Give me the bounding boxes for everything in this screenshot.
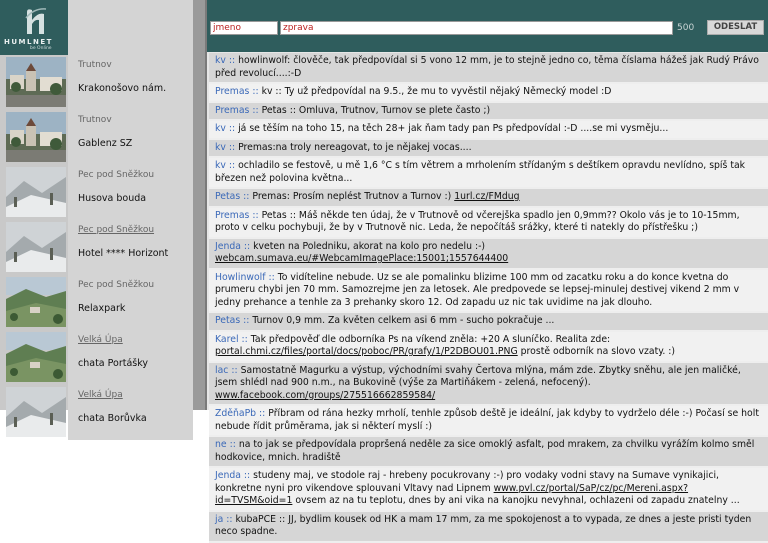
message-author: ZděňaPb bbox=[215, 408, 257, 419]
webcam-item[interactable] bbox=[0, 330, 193, 385]
message-text: Petas :: Omluva, Trutnov, Turnov se plete často ;) bbox=[261, 104, 491, 116]
webcam-sidebar bbox=[0, 0, 193, 424]
chat-message bbox=[209, 140, 768, 159]
message-separator: :: bbox=[240, 191, 253, 202]
message-text: kveten na Poledniku, akorat na kolo pro nedelu :-) bbox=[253, 240, 486, 252]
message-separator: :: bbox=[240, 315, 253, 326]
message-author: kv bbox=[215, 141, 226, 153]
message-author: Jenda bbox=[215, 240, 241, 252]
webcam-thumbnail[interactable] bbox=[6, 332, 66, 382]
message-separator: :: bbox=[225, 141, 239, 153]
message-text: Petas :: Máš někde ten údaj, že v Trutnově od včerejška spadlo jen 0,9mm?? Okolo vás je to 10-15mm, proto v celku pochybuji, že by v Trutnově nic. Leda, že nepočítáš srážky, které ti natekly do přístřešku ;) bbox=[215, 209, 740, 233]
message-text: na to jak se předpovídala propršená neděle za sice omoklý asfalt, pod mrakem, za chvilku vyrážím kolmo směl hodkovice, mnich. hradiště bbox=[215, 439, 755, 463]
webcam-thumbnail[interactable] bbox=[6, 167, 66, 217]
webcam-label-box bbox=[68, 55, 193, 110]
webcam-label-box bbox=[68, 165, 193, 220]
webcam-location[interactable]: Velká Úpa bbox=[78, 335, 123, 345]
message-separator: :: bbox=[249, 104, 262, 116]
message-author: Karel bbox=[215, 333, 239, 345]
message-author: Petas bbox=[215, 315, 241, 326]
message-author: Petas bbox=[215, 191, 241, 202]
message-author: kv bbox=[215, 123, 226, 134]
message-separator: :: bbox=[249, 209, 262, 221]
chat-message bbox=[209, 363, 768, 407]
humlnet-logo[interactable] bbox=[0, 0, 68, 55]
webcam-item[interactable] bbox=[0, 385, 193, 440]
message-separator: :: bbox=[225, 123, 239, 134]
message-text-tail: prostě odborník na slovo vzaty. :) bbox=[517, 346, 676, 357]
message-separator: :: bbox=[223, 513, 236, 525]
chat-message bbox=[209, 270, 768, 314]
message-separator: :: bbox=[240, 240, 254, 252]
message-link[interactable]: www.facebook.com/groups/275516662859584/ bbox=[215, 389, 436, 401]
message-author: lac bbox=[215, 364, 229, 376]
webcam-thumbnail[interactable] bbox=[6, 277, 66, 327]
webcam-name[interactable]: chata Portášky bbox=[78, 358, 149, 369]
message-separator: :: bbox=[256, 408, 269, 419]
message-author: ja bbox=[215, 513, 224, 525]
message-separator: :: bbox=[240, 470, 254, 481]
message-author: kv bbox=[215, 55, 226, 66]
message-list bbox=[209, 53, 768, 543]
chat-message bbox=[209, 84, 768, 103]
chat-message bbox=[209, 332, 768, 363]
webcam-name[interactable]: Hotel **** Horizont bbox=[78, 248, 169, 259]
logo-brand-text: HUMLNET bbox=[4, 38, 53, 46]
chat-message bbox=[209, 189, 768, 208]
webcam-thumbnail[interactable] bbox=[6, 387, 66, 437]
message-text-tail: ovsem az na tu teplotu, dnes by ani vika na kanojku nevyhnal, ochlazeni od zapadu znatelny ... bbox=[292, 495, 740, 506]
webcam-item[interactable] bbox=[0, 275, 193, 330]
logo-pad bbox=[68, 0, 193, 55]
message-author: Jenda bbox=[215, 470, 241, 481]
message-text: Příbram od rána hezky mrholí, tenhle způsob deště je ideální, jak kdyby to vydrželo déle :-) Počasí se holt nebude řídit průměrama, jak si některí myslí :) bbox=[215, 408, 759, 432]
chat-message bbox=[209, 158, 768, 189]
message-separator: :: bbox=[265, 271, 278, 283]
webcam-name[interactable]: Husova bouda bbox=[78, 193, 147, 204]
message-author: Premas bbox=[215, 86, 250, 97]
message-separator: :: bbox=[225, 160, 239, 171]
webcam-label-box bbox=[68, 385, 193, 440]
message-separator: :: bbox=[238, 333, 251, 345]
webcam-item[interactable] bbox=[0, 165, 193, 220]
webcam-item[interactable] bbox=[0, 220, 193, 275]
message-author: Howlinwolf bbox=[215, 271, 266, 283]
chat-message bbox=[209, 437, 768, 468]
message-author: kv bbox=[215, 160, 226, 171]
sidebar-gap bbox=[193, 0, 205, 410]
message-input[interactable] bbox=[280, 21, 673, 35]
message-text: ochladilo se festově, u mě 1,6 °C s tím větrem a mrholením střídaným s deštíkem opravdu nevlídno, spíš tak březen než polovina května... bbox=[215, 160, 746, 184]
message-author: Premas bbox=[215, 209, 250, 221]
message-text: Turnov 0,9 mm. Za květen celkem asi 6 mm - sucho pokračuje ... bbox=[252, 315, 555, 326]
message-text: Samostatně Magurku a výstup, východními svahy Čertova mlýna, mám zde. Zbytky sněhu, ale jen maličké, jsem shlédl nad 900 n.m., na Bukovině (výše za Martiňákem - zelená, nefocený). bbox=[215, 364, 741, 388]
webcam-location: Pec pod Sněžkou bbox=[78, 280, 155, 290]
message-separator: :: bbox=[228, 364, 241, 376]
webcam-item[interactable] bbox=[0, 110, 193, 165]
webcam-label-box bbox=[68, 110, 193, 165]
char-counter: 500 bbox=[677, 23, 695, 33]
chat-message bbox=[209, 239, 768, 270]
message-author: Premas bbox=[215, 104, 250, 116]
message-text: Tak předpověď dle odborníka Ps na víkend zněla: +20 A sluníčko. Realita zde: bbox=[250, 333, 611, 345]
message-text: To vidíteline nebude. Uz se ale pomalinku blizime 100 mm od zacatku roku a do konce kvetna do prumeru chybi jen 70 mm. Samozrejme jen za letosek. Ale predpovede se lepsej-minulej destivej vikend 2 mm v jedny prehance a tenhle za 3 prehanky skoro 12. Od zapadu uz nic tak uvidime na jak dlouho. bbox=[215, 271, 740, 308]
message-author: ne bbox=[215, 439, 227, 450]
message-text: howlinwolf: člověče, tak předpovídal si 5 vono 12 mm, je to stejně jedno co, těma číslama hážeš jak Rudý Právo před revolucí....:-D bbox=[215, 55, 759, 79]
chat-header bbox=[207, 0, 768, 52]
webcam-name[interactable]: chata Borůvka bbox=[78, 413, 147, 424]
webcam-location[interactable]: Pec pod Sněžkou bbox=[78, 225, 155, 235]
stylized-h-logo-icon bbox=[24, 6, 48, 36]
message-link[interactable]: 1url.cz/FMdug bbox=[454, 191, 520, 202]
webcam-label-box bbox=[68, 220, 193, 275]
message-link[interactable]: portal.chmi.cz/files/portal/docs/poboc/PR/grafy/1/P2DBOU01.PNG bbox=[215, 346, 518, 357]
message-text: studeny maj, ve stodole raj - hrebeny pocukrovany :-) pro vodaky vodni stavy na Sumave vynikajici, konkretne nyni pro vikendove splouvani Vltavy nad Lipnem bbox=[215, 470, 720, 494]
send-button[interactable]: ODESLAT bbox=[707, 20, 764, 35]
webcam-thumbnail[interactable] bbox=[6, 57, 66, 107]
webcam-location[interactable]: Velká Úpa bbox=[78, 390, 123, 400]
logo-sub-text: be Online bbox=[30, 46, 52, 51]
webcam-name[interactable]: Relaxpark bbox=[78, 303, 126, 314]
chat-message bbox=[209, 208, 768, 239]
message-text: Premas:na troly nereagovat, to je nějakej vocas.... bbox=[238, 141, 472, 153]
chat-message bbox=[209, 53, 768, 84]
message-link[interactable]: www.pvl.cz/portal/SaP/cz/pc/Mereni.aspx?id=TVSM&oid=1 bbox=[215, 482, 689, 506]
webcam-location: Trutnov bbox=[78, 60, 112, 70]
message-separator: :: bbox=[225, 55, 239, 66]
message-text: Premas: Prosím neplést Trutnov a Turnov :) bbox=[252, 191, 455, 202]
message-text: já se těším na toho 15, na těch 28+ jak ňam tady pan Ps předpovídal :-D ....se mi vysměju... bbox=[238, 123, 669, 134]
webcam-thumbnail[interactable] bbox=[6, 222, 66, 272]
webcam-thumbnail[interactable] bbox=[6, 112, 66, 162]
chat-message bbox=[209, 121, 768, 140]
chat-message bbox=[209, 512, 768, 543]
webcam-label-box bbox=[68, 275, 193, 330]
chat-message bbox=[209, 103, 768, 122]
message-text: kubaPCE :: JJ, bydlim kousek od HK a mam 17 mm, za me spokojenost a to vypada, ze dnes a jeste pristi tyden neco spadne. bbox=[215, 513, 752, 537]
webcam-label-box bbox=[68, 330, 193, 385]
name-input[interactable] bbox=[210, 21, 278, 35]
webcam-name[interactable]: Gablenz SZ bbox=[78, 138, 133, 149]
chat-message bbox=[209, 313, 768, 332]
chat-panel bbox=[207, 0, 768, 537]
message-separator: :: bbox=[226, 439, 239, 450]
message-link[interactable]: webcam.sumava.eu/#WebcamImagePlace:15001;1557644400 bbox=[215, 253, 509, 264]
webcam-location: Pec pod Sněžkou bbox=[78, 170, 155, 180]
chat-message bbox=[209, 406, 768, 437]
message-text: kv :: Ty už předpovídal na 9.5., že mu to vyvěstil nějaký Německý model :D bbox=[261, 86, 612, 97]
webcam-item[interactable] bbox=[0, 55, 193, 110]
webcam-name[interactable]: Krakonošovo nám. bbox=[78, 83, 167, 94]
chat-message bbox=[209, 468, 768, 512]
webcam-location: Trutnov bbox=[78, 115, 112, 125]
message-separator: :: bbox=[249, 86, 262, 97]
